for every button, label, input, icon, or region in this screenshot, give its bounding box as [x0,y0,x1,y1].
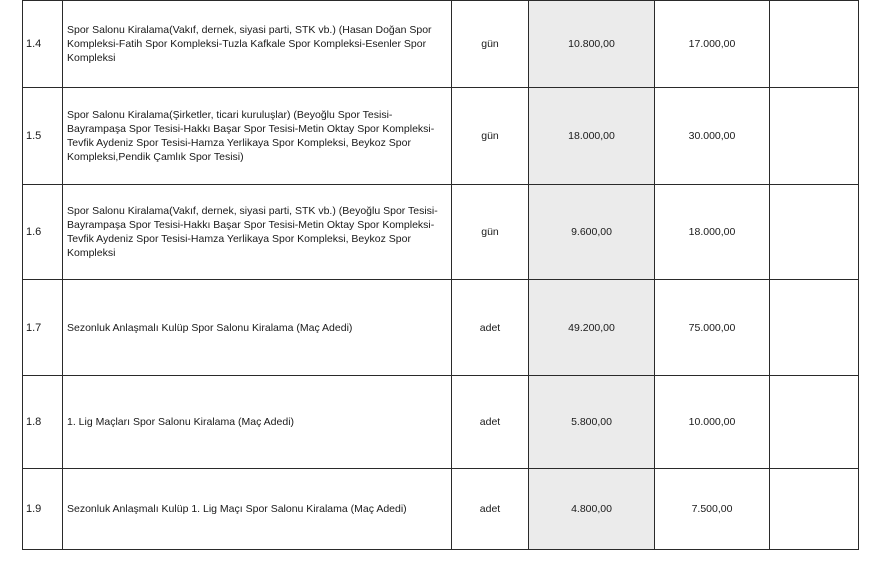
row-number: 1.8 [23,376,63,469]
row-unit: adet [452,469,529,550]
row-empty-cell [770,469,859,550]
row-current-price: 5.800,00 [529,376,655,469]
row-number: 1.5 [23,88,63,185]
row-current-price: 10.800,00 [529,1,655,88]
table-row [23,469,859,550]
row-unit: adet [452,280,529,376]
row-number: 1.4 [23,1,63,88]
row-new-price: 7.500,00 [655,469,770,550]
row-unit: gün [452,88,529,185]
row-empty-cell [770,88,859,185]
price-table [22,0,859,550]
row-unit: gün [452,1,529,88]
row-description: Spor Salonu Kiralama(Vakıf, dernek, siyasi parti, STK vb.) (Beyoğlu Spor Tesisi-Bayrampaşa Spor Tesisi-Hakkı Başar Spor Tesisi-Metin Oktay Spor Kompleksi-Tevfik Aydeniz Spor Tesisi-Hamza Yerlikaya Spor Kompleksi, Beykoz Spor Kompleksi [63,185,452,280]
table-row [23,280,859,376]
row-new-price: 10.000,00 [655,376,770,469]
row-description: Sezonluk Anlaşmalı Kulüp 1. Lig Maçı Spor Salonu Kiralama (Maç Adedi) [63,469,452,550]
row-new-price: 75.000,00 [655,280,770,376]
table-row [23,376,859,469]
row-empty-cell [770,280,859,376]
row-empty-cell [770,1,859,88]
row-empty-cell [770,185,859,280]
row-current-price: 4.800,00 [529,469,655,550]
row-current-price: 9.600,00 [529,185,655,280]
row-unit: gün [452,185,529,280]
row-new-price: 30.000,00 [655,88,770,185]
row-empty-cell [770,376,859,469]
row-new-price: 18.000,00 [655,185,770,280]
table-row [23,88,859,185]
row-unit: adet [452,376,529,469]
table-row [23,185,859,280]
row-current-price: 49.200,00 [529,280,655,376]
table-row [23,1,859,88]
row-description: Sezonluk Anlaşmalı Kulüp Spor Salonu Kiralama (Maç Adedi) [63,280,452,376]
row-new-price: 17.000,00 [655,1,770,88]
row-number: 1.9 [23,469,63,550]
row-description: 1. Lig Maçları Spor Salonu Kiralama (Maç Adedi) [63,376,452,469]
row-current-price: 18.000,00 [529,88,655,185]
row-number: 1.7 [23,280,63,376]
price-table-page [22,0,858,549]
row-description: Spor Salonu Kiralama(Şirketler, ticari kuruluşlar) (Beyoğlu Spor Tesisi-Bayrampaşa Spor Tesisi-Hakkı Başar Spor Tesisi-Metin Oktay Spor Kompleksi-Tevfik Aydeniz Spor Tesisi-Hamza Yerlikaya Spor Kompleksi, Beykoz Spor Kompleksi,Pendik Çamlık Spor Tesisi) [63,88,452,185]
row-number: 1.6 [23,185,63,280]
row-description: Spor Salonu Kiralama(Vakıf, dernek, siyasi parti, STK vb.) (Hasan Doğan Spor Kompleksi-Fatih Spor Kompleksi-Tuzla Kafkale Spor Kompleksi-Esenler Spor Kompleksi [63,1,452,88]
